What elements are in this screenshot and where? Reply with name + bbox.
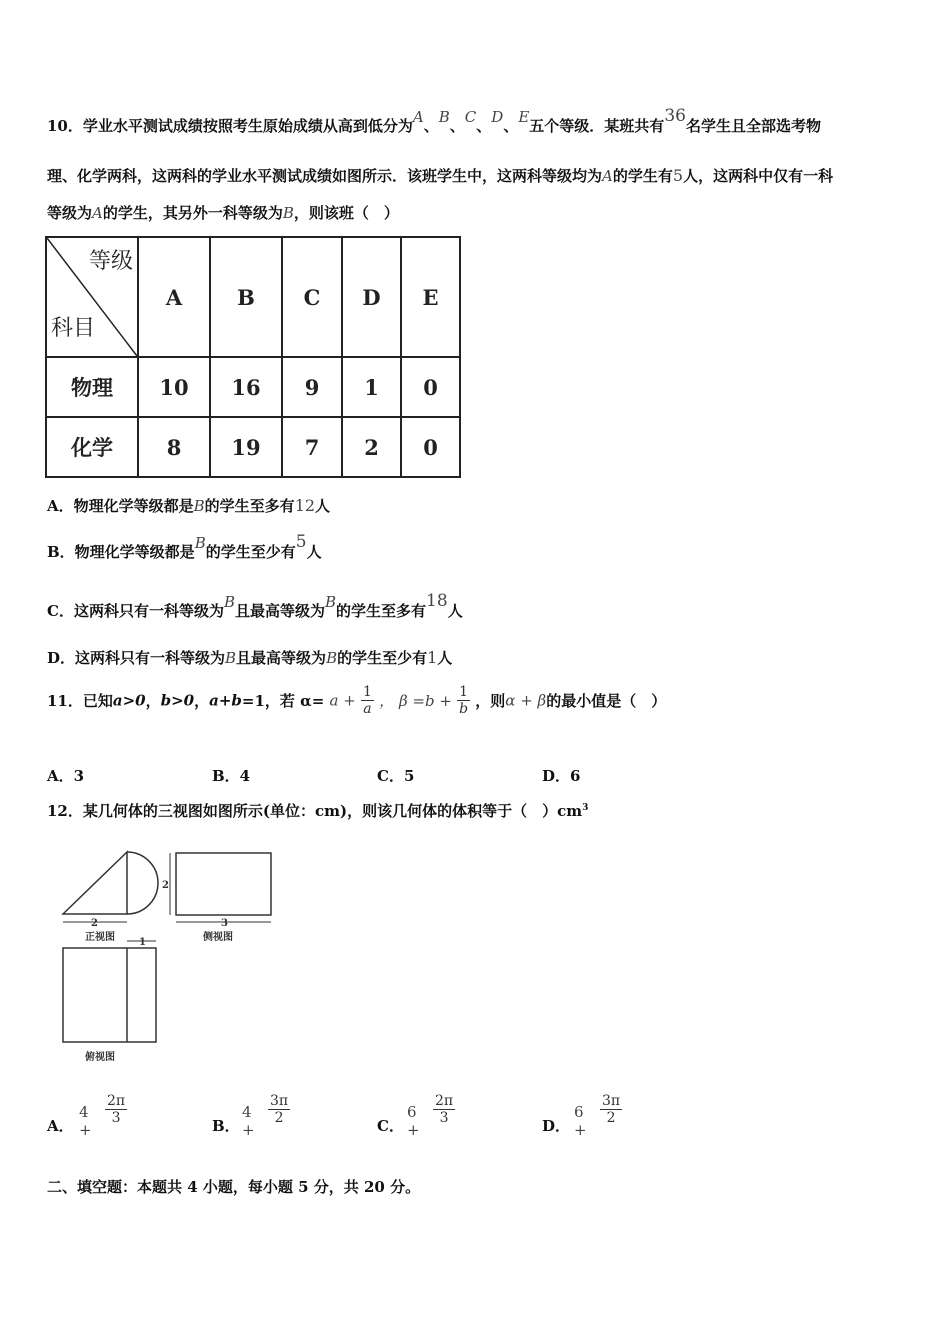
alpha-plus-beta: α + β	[505, 691, 547, 710]
option-integer: 4 +	[242, 1103, 255, 1139]
option-letter: B．	[212, 1117, 240, 1135]
column-header: A	[138, 237, 210, 357]
table-cell: 19	[210, 417, 282, 477]
fraction-denominator: 2	[606, 1110, 616, 1126]
q12-text: 12．某几何体的三视图如图所示(单位：cm)，则该几何体的体积等于（ ）cm	[47, 802, 583, 820]
option-letter: C．	[377, 1117, 404, 1135]
option-text: B．物理化学等级都是	[47, 543, 195, 561]
dim-height: 2	[162, 880, 169, 891]
q10-text: 理、化学两科，这两科的学业水平测试成绩如图所示．该班学生中，这两科等级均为	[47, 167, 603, 185]
option-text: 的学生至多有	[336, 602, 427, 620]
side-view-rect	[176, 853, 271, 915]
q10-line-1	[47, 106, 821, 136]
option-letter: D．	[542, 1117, 571, 1135]
option-text: D．这两科只有一科等级为	[47, 649, 226, 667]
table-cell: 0	[401, 417, 460, 477]
option-text: A．物理化学等级都是	[47, 497, 194, 515]
column-header: D	[342, 237, 401, 357]
table-cell: 7	[282, 417, 342, 477]
grade-b: B	[438, 108, 450, 126]
section-2-heading: 二、填空题：本题共 4 小题，每小题 5 分，共 20 分。	[47, 1178, 421, 1196]
option-text: 且最高等级为	[234, 602, 325, 620]
fraction-numerator: 3π	[270, 1093, 289, 1109]
q10-text: 的学生有	[612, 167, 673, 185]
option-number: 18	[426, 591, 448, 611]
option-text: 人	[437, 649, 453, 667]
student-count: 36	[664, 106, 686, 126]
fraction-denominator: b	[459, 701, 469, 717]
grade-a: A	[412, 108, 424, 126]
table-cell: 8	[138, 417, 210, 477]
subject-cell: 物理	[46, 357, 138, 417]
fraction-denominator: 3	[439, 1110, 449, 1126]
q10-line-2	[47, 165, 833, 186]
q10-option-b	[47, 532, 322, 562]
side-view-label: 侧视图	[203, 932, 233, 943]
q11-text: ，	[145, 692, 161, 710]
fraction-numerator: 2π	[435, 1093, 454, 1109]
grade-b: B	[225, 649, 237, 667]
option-text: 且最高等级为	[236, 649, 327, 667]
option-number: 5	[295, 532, 307, 552]
fraction-numerator: 1	[363, 684, 372, 700]
q11-option-a: A．3	[47, 767, 85, 785]
option-number: 1	[427, 648, 438, 667]
option-text: 人	[315, 497, 331, 515]
count-5: 5	[672, 166, 684, 185]
table-row	[46, 417, 460, 477]
q10-text: 等级为	[47, 204, 93, 222]
beta-expr: ， β =b +	[379, 692, 452, 710]
fraction-numerator: 2π	[107, 1093, 126, 1109]
option-fraction	[105, 1093, 127, 1126]
sep: 、	[449, 117, 465, 135]
option-text: 的学生至少有	[337, 649, 428, 667]
beta-fraction	[457, 684, 470, 717]
grade-b: B	[223, 593, 235, 611]
q11-text: 的最小值是（ ）	[546, 692, 667, 710]
table-cell: 9	[282, 357, 342, 417]
option-integer: 6 +	[407, 1103, 420, 1139]
top-view-label: 俯视图	[85, 1052, 115, 1063]
front-view-label: 正视图	[85, 932, 115, 943]
fraction-numerator: 3π	[602, 1093, 621, 1109]
q11-option-d: D．6	[542, 767, 581, 785]
header-grade-label: 等级	[88, 249, 133, 274]
q11-condition: a+b	[209, 691, 242, 710]
q10-text: 10．学业水平测试成绩按照考生原始成绩从高到低分为	[47, 117, 413, 135]
front-view-semicircle	[127, 852, 158, 914]
fraction-denominator: 2	[274, 1110, 284, 1126]
q10-option-d	[47, 647, 452, 668]
grade-b: B	[326, 649, 338, 667]
sep: 、	[503, 117, 519, 135]
table-row	[46, 357, 460, 417]
alpha-fraction	[361, 684, 374, 717]
option-fraction	[433, 1093, 455, 1126]
grade-d: D	[491, 108, 504, 126]
grade-c: C	[464, 108, 477, 126]
cubic-superscript: 3	[582, 803, 589, 813]
header-subject-label: 科目	[51, 316, 96, 341]
q10-text: 人，这两科中仅有一科	[683, 167, 834, 185]
option-text: 的学生至多有	[204, 497, 295, 515]
table-cell: 2	[342, 417, 401, 477]
sep: 、	[476, 117, 492, 135]
column-header: B	[210, 237, 282, 357]
column-header: C	[282, 237, 342, 357]
option-text: 人	[306, 543, 322, 561]
sep: 、	[423, 117, 439, 135]
q10-option-c	[47, 591, 463, 621]
front-view-shape	[63, 852, 127, 914]
q11-stem	[47, 684, 666, 717]
grade-a: A	[92, 204, 103, 222]
q11-text: ，则	[475, 692, 506, 710]
table-cell: 1	[342, 357, 401, 417]
table-cell: 0	[401, 357, 460, 417]
option-text: C．这两科只有一科等级为	[47, 602, 224, 620]
dim-top-width: 1	[139, 937, 146, 948]
option-text: 的学生至少有	[205, 543, 296, 561]
option-integer: 6 +	[574, 1103, 587, 1139]
option-integer: 4 +	[79, 1103, 92, 1139]
table-cell: 10	[138, 357, 210, 417]
q11-option-c: C．5	[377, 767, 415, 785]
grade-e: E	[518, 108, 530, 126]
grade-b: B	[194, 534, 206, 552]
q10-text: 五个等级．某班共有	[529, 117, 665, 135]
subject-cell: 化学	[46, 417, 138, 477]
q11-text: ，	[194, 692, 210, 710]
option-letter: A．	[47, 1117, 74, 1135]
q11-text: 11．已知	[47, 692, 113, 710]
option-fraction	[600, 1093, 622, 1126]
table-header-row	[46, 237, 460, 357]
q10-text: 的学生，其另外一科等级为	[102, 204, 283, 222]
q10-option-a	[47, 495, 330, 516]
grade-a: A	[602, 167, 613, 185]
option-text: 人	[447, 602, 463, 620]
q12-stem	[47, 800, 588, 821]
grade-table	[45, 236, 461, 478]
column-header: E	[401, 237, 460, 357]
q11-condition: b>0	[160, 691, 195, 710]
q10-text: 名学生且全部选考物	[685, 117, 821, 135]
option-fraction	[268, 1093, 290, 1126]
alpha-expr: a +	[329, 691, 356, 710]
top-view-rect	[63, 948, 156, 1042]
diagonal-header-cell	[46, 237, 138, 357]
q11-condition: a>0	[112, 691, 146, 710]
table-cell: 16	[210, 357, 282, 417]
q11-text: =1，若 α=	[241, 692, 325, 710]
option-number: 12	[294, 496, 316, 515]
q10-line-3	[47, 202, 399, 223]
q11-option-b: B．4	[212, 767, 251, 785]
fraction-numerator: 1	[459, 684, 469, 700]
fraction-denominator: a	[363, 701, 372, 717]
q10-text: ，则该班（ ）	[293, 204, 399, 222]
grade-b: B	[282, 204, 294, 222]
dim-front-width: 2	[91, 918, 98, 929]
grade-b: B	[193, 497, 205, 515]
grade-b: B	[325, 593, 337, 611]
fraction-denominator: 3	[111, 1110, 121, 1126]
dim-side-width: 3	[221, 918, 228, 929]
three-view-figure	[45, 838, 285, 1070]
